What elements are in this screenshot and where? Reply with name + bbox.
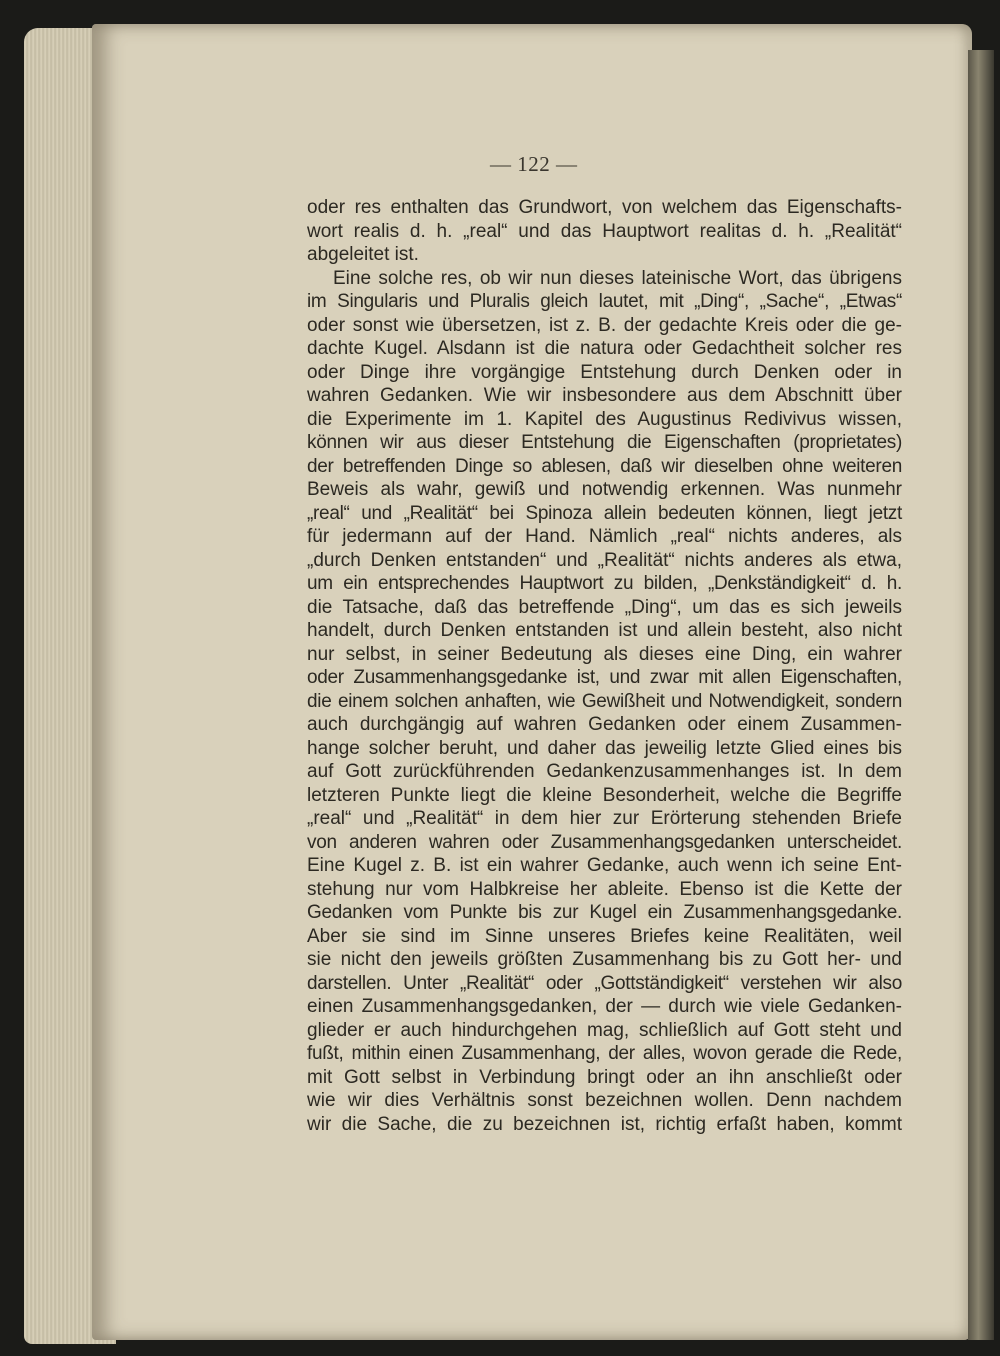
text-line: nur selbst, in seiner Bedeutung als dieses eine Ding, ein wahrer — [307, 643, 902, 665]
text-line: um ein entsprechendes Hauptwort zu bilden, „Denkständigkeit“ d. h. — [307, 573, 902, 594]
text-line: die einem solchen anhaften, wie Gewißheit und Notwendigkeit, sondern — [307, 690, 902, 712]
text-line: die Experimente im 1. Kapitel des Augustinus Redivivus wissen, — [307, 408, 902, 430]
text-line: Gedanken vom Punkte bis zur Kugel ein Zusammenhangsgedanke. — [307, 902, 902, 923]
text-line: darstellen. Unter „Realität“ oder „Gottständigkeit“ verstehen wir also — [307, 972, 902, 994]
page-number: — 122 — — [490, 152, 578, 176]
text-line: dachte Kugel. Alsdann ist die natura oder Gedachtheit solcher res — [307, 338, 902, 359]
text-line: Beweis als wahr, gewiß und notwendig erkennen. Was nunmehr — [307, 479, 902, 500]
text-line: wie wir dies Verhältnis sonst bezeichnen wollen. Denn nachdem — [307, 1090, 902, 1111]
binding-edge — [968, 50, 994, 1340]
text-line: Aber sie sind im Sinne unseres Briefes keine Realitäten, weil — [307, 925, 902, 947]
text-line: von anderen wahren oder Zusammenhangsgedanken unterscheidet. — [307, 831, 902, 853]
text-line: Eine solche res, ob wir nun dieses lateinische Wort, das übrigens — [333, 267, 902, 289]
text-line: einen Zusammenhangsgedanken, der — durch wie viele Gedanken- — [307, 996, 902, 1017]
text-line: auf Gott zurückführenden Gedankenzusammenhanges ist. In dem — [307, 761, 902, 782]
text-line: wort realis d. h. „real“ und das Hauptwort realitas d. h. „Realität“ — [307, 220, 902, 242]
text-line: der betreffenden Dinge so ablesen, daß wir dieselben ohne weiteren — [307, 455, 902, 477]
text-line: „real“ und „Realität“ in dem hier zur Erörterung stehenden Briefe — [307, 808, 902, 829]
text-line: oder res enthalten das Grundwort, von welchem das Eigenschafts- — [307, 197, 902, 218]
text-line: stehung nur vom Halbkreise her ableite. Ebenso ist die Kette der — [307, 878, 902, 900]
text-line: oder sonst wie übersetzen, ist z. B. der gedachte Kreis oder die ge- — [307, 314, 902, 336]
text-line: glieder er auch hindurchgehen mag, schließlich auf Gott steht und — [307, 1019, 902, 1041]
text-line: im Singularis und Pluralis gleich lautet, mit „Ding“, „Sache“, „Etwas“ — [307, 291, 902, 312]
text-line: Eine Kugel z. B. ist ein wahrer Gedanke, auch wenn ich seine Ent- — [307, 855, 902, 876]
text-line: abgeleitet ist. — [307, 244, 419, 265]
text-line: „real“ und „Realität“ bei Spinoza allein bedeuten können, liegt jetzt — [307, 502, 902, 524]
text-line: oder Dinge ihre vorgängige Entstehung durch Denken oder in — [307, 361, 902, 383]
body-text — [307, 196, 902, 1136]
text-line: für jedermann auf der Hand. Nämlich „real“ nichts anderes, als — [307, 526, 902, 547]
text-line: oder Zusammenhangsgedanke ist, und zwar mit allen Eigenschaften, — [307, 667, 902, 688]
text-line: auch durchgängig auf wahren Gedanken oder einem Zusammen- — [307, 714, 902, 735]
text-line: wir die Sache, die zu bezeichnen ist, richtig erfaßt haben, kommt — [307, 1113, 902, 1135]
text-line: fußt, mithin einen Zusammenhang, der alles, wovon gerade die Rede, — [307, 1043, 902, 1064]
text-line: sie nicht den jeweils größten Zusammenhang bis zu Gott her- und — [307, 949, 902, 970]
text-line: die Tatsache, daß das betreffende „Ding“, um das es sich jeweils — [307, 596, 902, 618]
text-line: wahren Gedanken. Wie wir insbesondere aus dem Abschnitt über — [307, 385, 902, 406]
text-line: handelt, durch Denken entstanden ist und allein besteht, also nicht — [307, 620, 902, 641]
text-line: „durch Denken entstanden“ und „Realität“ nichts anderes als etwa, — [307, 549, 902, 571]
text-line: letzteren Punkte liegt die kleine Besonderheit, welche die Begriffe — [307, 784, 902, 806]
text-line: mit Gott selbst in Verbindung bringt oder an ihn anschließt oder — [307, 1066, 902, 1088]
text-line: können wir aus dieser Entstehung die Eigenschaften (proprietates) — [307, 432, 902, 453]
text-line: hange solcher beruht, und daher das jeweilig letzte Glied eines bis — [307, 737, 902, 759]
